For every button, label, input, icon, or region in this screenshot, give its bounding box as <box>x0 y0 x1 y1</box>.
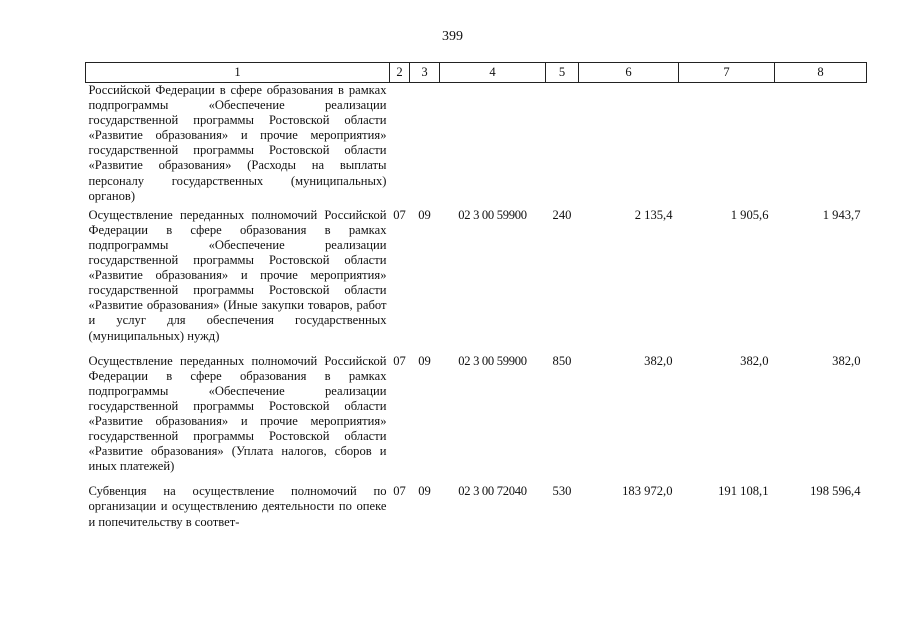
column-header-6: 6 <box>579 63 679 83</box>
amount-year-2 <box>679 83 775 208</box>
expense-type-code <box>546 83 579 208</box>
section-code: 07 <box>393 353 406 368</box>
amount-year-3 <box>775 83 867 208</box>
target-article-code: 02 3 00 59900 <box>458 353 527 368</box>
expense-type-code: 530 <box>552 484 572 499</box>
row-description: Осуществление переданных полномочий Российской Федерации в сфере образования в рамках подпрограммы «Обеспечение реализации государственной программы Ростовской области «Развитие образования» и прочие мероприятия» государственной программы Ростовской области «Развитие образования» (Уплата налогов, сборов и иных платежей) <box>88 353 387 474</box>
column-header-5: 5 <box>546 63 579 83</box>
row-description: Осуществление переданных полномочий Российской Федерации в сфере образования в рамках подпрограммы «Обеспечение реализации государственной программы Ростовской области «Развитие образования» и прочие мероприятия» государственной программы Ростовской области «Развитие образования» (Иные закупки товаров, работ и услуг для обеспечения государственных (муниципальных) нужд) <box>88 207 387 343</box>
column-header-1: 1 <box>86 63 390 83</box>
table-header-row <box>86 63 867 83</box>
subsection-code: 09 <box>418 207 431 222</box>
row-description: Российской Федерации в сфере образования в рамках подпрограммы «Обеспечение реализации государственной программы Ростовской области «Развитие образования» и прочие мероприятия» государственной программы Ростовской области «Развитие образования» (Расходы на выплаты персоналу государственных (муниципальных) органов) <box>88 83 387 203</box>
amount-year-2: 191 108,1 <box>718 484 769 499</box>
table-row <box>86 484 867 539</box>
amount-year-3: 1 943,7 <box>822 207 861 222</box>
table-row <box>86 208 867 354</box>
section-code: 07 <box>393 207 406 222</box>
column-header-2: 2 <box>390 63 410 83</box>
subsection-code: 09 <box>418 484 431 499</box>
budget-table <box>85 62 867 540</box>
section-code <box>390 83 410 208</box>
target-article-code <box>440 83 546 208</box>
amount-year-1: 183 972,0 <box>622 484 673 499</box>
row-description: Субвенция на осуществление полномочий по организации и осуществлению деятельности по опеке и попечительству в соответ- <box>88 484 387 529</box>
section-code: 07 <box>393 484 406 499</box>
expense-type-code: 850 <box>552 353 572 368</box>
column-header-4: 4 <box>440 63 546 83</box>
table-row <box>86 354 867 485</box>
target-article-code: 02 3 00 72040 <box>458 484 527 499</box>
target-article-code: 02 3 00 59900 <box>458 207 527 222</box>
page-number: 399 <box>442 29 463 44</box>
amount-year-2: 382,0 <box>740 353 769 368</box>
amount-year-1: 382,0 <box>644 353 673 368</box>
subsection-code <box>410 83 440 208</box>
column-header-8: 8 <box>775 63 867 83</box>
amount-year-1: 2 135,4 <box>634 207 673 222</box>
subsection-code: 09 <box>418 353 431 368</box>
expense-type-code: 240 <box>552 207 572 222</box>
amount-year-3: 198 596,4 <box>810 484 861 499</box>
amount-year-3: 382,0 <box>832 353 861 368</box>
column-header-3: 3 <box>410 63 440 83</box>
column-header-7: 7 <box>679 63 775 83</box>
amount-year-2: 1 905,6 <box>730 207 769 222</box>
table-row <box>86 83 867 208</box>
amount-year-1 <box>579 83 679 208</box>
